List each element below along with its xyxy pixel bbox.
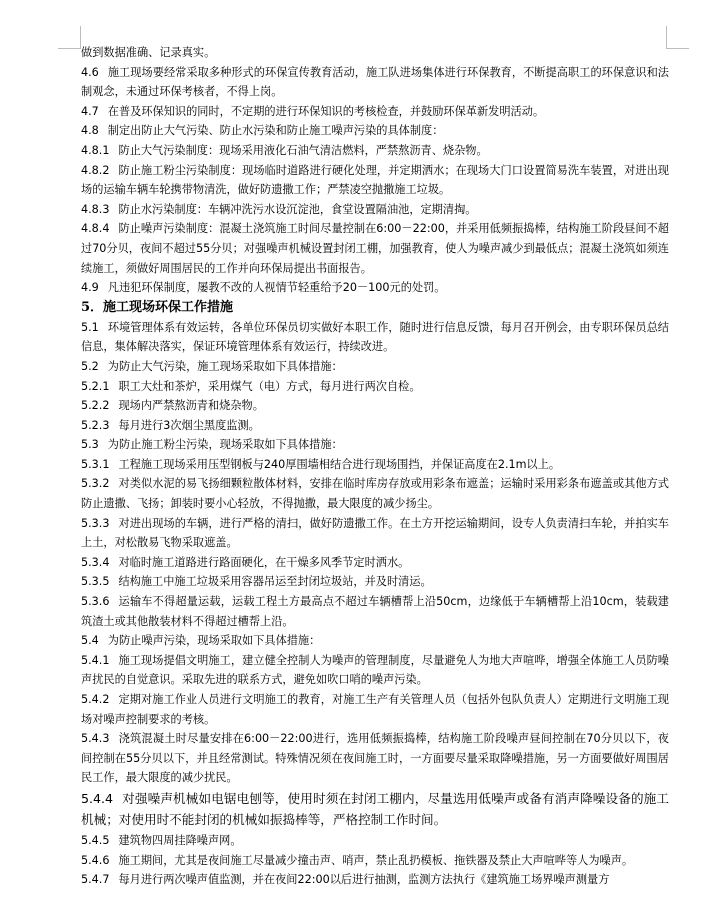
paragraph-number: 5.3.4 xyxy=(81,555,110,569)
paragraph-number: 5.3.3 xyxy=(81,516,110,530)
paragraph-text: 施工期间，尤其是夜间施工尽量减少撞击声、哨声，禁止乱扔模板、拖铁器及禁止大声喧哗等人为噪声。 xyxy=(118,853,634,867)
paragraph xyxy=(81,43,669,63)
paragraph-text: 制定出防止大气污染、防止水污染和防止施工噪声污染的具体制度： xyxy=(107,124,444,138)
paragraph-text: 职工大灶和茶炉，采用煤气（电）方式，每月进行两次自检。 xyxy=(118,379,421,393)
paragraph xyxy=(81,572,669,592)
paragraph xyxy=(81,396,669,416)
paragraph-text: 结构施工中施工垃圾采用容器吊运至封闭垃圾站，并及时清运。 xyxy=(118,575,432,589)
crop-mark-top-left xyxy=(58,26,81,49)
document-body xyxy=(81,43,669,890)
paragraph-text: 防止水污染制度：车辆冲洗污水设沉淀池，食堂设置隔油池，定期清掏。 xyxy=(118,202,477,216)
paragraph-text: 每月进行两次噪声值监测，并在夜间22:00以后进行抽测，监测方法执行《建筑施工场界噪声测量方 xyxy=(118,873,610,887)
paragraph xyxy=(81,592,669,631)
paragraph xyxy=(81,141,669,161)
paragraph-number: 5.2.2 xyxy=(81,399,110,413)
paragraph-text: 防止大气污染制度：现场采用液化石油气清洁燃料，严禁熬沥青、烧杂物。 xyxy=(118,143,488,157)
paragraph-number: 5.4.6 xyxy=(81,853,110,867)
paragraph xyxy=(81,474,669,513)
paragraph-number: 4.7 xyxy=(81,104,99,118)
paragraph xyxy=(81,729,669,788)
paragraph xyxy=(81,435,669,455)
paragraph-text: 为防止施工粉尘污染，现场采取如下具体措施： xyxy=(107,438,343,452)
paragraph xyxy=(81,553,669,573)
paragraph-number: 4.6 xyxy=(81,65,99,79)
paragraph-number: 4.8.3 xyxy=(81,202,110,216)
paragraph-number: 5.2.1 xyxy=(81,379,110,393)
paragraph-text: 施工现场要经常采取多种形式的环保宣传教育活动，施工队进场集体进行环保教育，不断提高职工的环保意识和法制观念，未通过环保考核者，不得上岗。 xyxy=(81,65,669,99)
paragraph-number: 5.3.1 xyxy=(81,457,110,471)
paragraph xyxy=(81,200,669,220)
paragraph-text: 为防止大气污染，施工现场采取如下具体措施： xyxy=(107,359,343,373)
paragraph-text: 对强噪声机械如电锯电刨等，使用时须在封闭工棚内，尽量选用低噪声或备有消声降噪设备的施工机械；对使用时不能封闭的机械如振捣棒等，严格控制工作时间。 xyxy=(81,790,669,828)
paragraph-number: 4.8 xyxy=(81,124,99,138)
paragraph-text: 施工现场提倡文明施工，建立健全控制人为噪声的管理制度，尽量避免人为地大声喧哗，增强全体施工人员防噪声扰民的自觉意识。采取先进的联系方式，避免如吹口哨的噪声污染。 xyxy=(81,653,669,687)
paragraph-text: 运输车不得超量运载，运载工程土方最高点不超过车辆槽帮上沿50cm，边缘低于车辆槽帮上沿10cm，装载建筑渣土或其他散装材料不得超过槽帮上沿。 xyxy=(81,595,669,628)
crop-mark-top-right xyxy=(666,26,689,49)
paragraph xyxy=(81,831,669,851)
paragraph-number: 5.2.3 xyxy=(81,418,110,432)
paragraph-text: 对临时施工道路进行路面硬化，在干燥多风季节定时洒水。 xyxy=(118,555,410,569)
paragraph xyxy=(81,631,669,651)
paragraph xyxy=(81,870,669,890)
paragraph xyxy=(81,357,669,377)
paragraph-number: 4.8.4 xyxy=(81,222,110,236)
paragraph xyxy=(81,788,669,831)
paragraph-text: 浇筑混凝土时尽量安排在6:00－22:00进行，选用低频振捣棒，结构施工阶段噪声昼间控制在70分贝以下，夜间控制在55分贝以下，并且经常测试。特殊情况须在夜间施工时，一方面要尽量采取降噪措施，另一方面要做好周围居民工作，最大限度的减少扰民。 xyxy=(81,732,669,785)
paragraph-text: 凡违犯环保制度，屡教不改的人视情节轻重给予20－100元的处罚。 xyxy=(107,281,446,295)
paragraph xyxy=(81,161,669,200)
paragraph xyxy=(81,416,669,436)
paragraph xyxy=(81,102,669,122)
paragraph-number: 5.1 xyxy=(81,320,99,334)
paragraph-text: 工程施工现场采用压型钢板与240厚围墙相结合进行现场围挡，并保证高度在2.1m以上。 xyxy=(118,457,561,471)
paragraph-number: 5.4.3 xyxy=(81,732,110,746)
paragraph xyxy=(81,63,669,102)
paragraph xyxy=(81,278,669,298)
paragraph-number: 5.2 xyxy=(81,359,99,373)
paragraph-text: 建筑物四周挂降噪声网。 xyxy=(118,833,242,847)
paragraph-text: 为防止噪声污染，现场采取如下具体措施： xyxy=(107,634,321,648)
paragraph xyxy=(81,121,669,141)
paragraph-text: 做到数据准确、记录真实。 xyxy=(81,46,216,59)
paragraph-text: 环境管理体系有效运转，各单位环保员切实做好本职工作，随时进行信息反馈，每月召开例会，由专职环保员总结信息，集体解决落实，保证环境管理体系有效运行，持续改进。 xyxy=(81,320,669,354)
paragraph-text: 对进出现场的车辆，进行严格的清扫，做好防遗撒工作。在土方开挖运输期间，设专人负责清扫车轮，并拍实车上土，对松散易飞物采取遮盖。 xyxy=(81,516,669,550)
paragraph-number: 5.4.4 xyxy=(81,790,114,806)
paragraph-text: 每月进行3次烟尘黑度监测。 xyxy=(118,418,260,432)
paragraph-number: 5.4.5 xyxy=(81,833,110,847)
paragraph xyxy=(81,690,669,729)
paragraph xyxy=(81,318,669,357)
paragraph-number: 5.3.2 xyxy=(81,477,110,491)
paragraph xyxy=(81,851,669,871)
paragraph-number: 4.8.1 xyxy=(81,143,110,157)
paragraph-number: 5.4.2 xyxy=(81,693,110,706)
paragraph-number: 5.3.6 xyxy=(81,595,110,609)
paragraph-number: 4.8.2 xyxy=(81,163,110,177)
paragraph-number: 4.9 xyxy=(81,281,99,295)
paragraph xyxy=(81,455,669,475)
paragraph-number: 5.4.7 xyxy=(81,873,110,887)
paragraph-number: 5.3 xyxy=(81,438,99,452)
paragraph-number: 5.4.1 xyxy=(81,653,110,667)
paragraph-text: 定期对施工作业人员进行文明施工的教育，对施工生产有关管理人员（包括外包队负责人）定期进行文明施工现场对噪声控制要求的考核。 xyxy=(81,693,669,726)
paragraph-text: 在普及环保知识的同时，不定期的进行环保知识的考核检查，并鼓励环保革新发明活动。 xyxy=(107,104,545,118)
paragraph-text: 防止噪声污染制度：混凝土浇筑施工时间尽量控制在6:00－22:00，并采用低频振捣棒，结构施工阶段昼间不超过70分贝，夜间不超过55分贝；对强噪声机械设置封闭工棚，加强教育，使人为噪声减少到最低点；混凝土浇筑如须连续施工，须做好周围居民的工作并向环保局提出书面报告。 xyxy=(81,222,669,275)
paragraph xyxy=(81,377,669,397)
paragraph-text: 对类似水泥的易飞扬细颗粒散体材料，安排在临时库房存放或用彩条布遮盖；运输时采用彩条布遮盖或其他方式防止遗撒、飞扬；卸装时要小心轻放，不得抛撒，最大限度的减少扬尘。 xyxy=(81,477,669,511)
paragraph-text: 现场内严禁熬沥青和烧杂物。 xyxy=(118,399,264,413)
section-heading: 5．施工现场环保工作措施 xyxy=(81,299,234,315)
paragraph-number: 5.3.5 xyxy=(81,575,110,589)
paragraph-text: 防止施工粉尘污染制度：现场临时道路进行硬化处理，并定期洒水；在现场大门口设置简易洗车装置，对进出现场的运输车辆车轮携带物清洗，做好防遗撒工作；严禁凌空抛撒施工垃圾。 xyxy=(81,163,669,197)
paragraph xyxy=(81,651,669,690)
paragraph-number: 5.4 xyxy=(81,634,99,648)
paragraph xyxy=(81,514,669,553)
paragraph xyxy=(81,219,669,278)
